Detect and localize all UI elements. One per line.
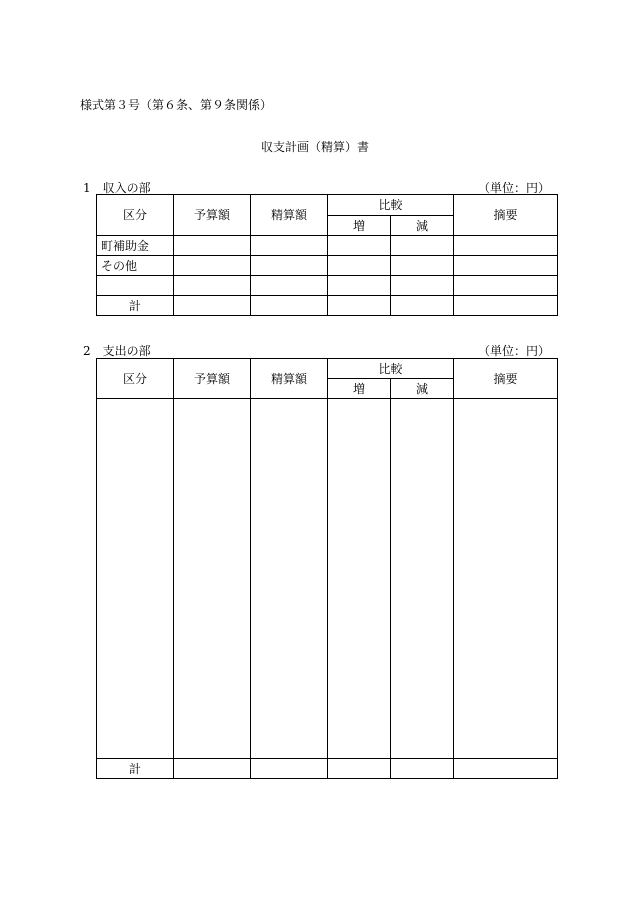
summary-cell[interactable]: [454, 236, 558, 256]
expense-col-budget: 予算額: [174, 359, 251, 399]
table-row: [97, 236, 558, 256]
increase-cell[interactable]: [328, 276, 391, 296]
income-col-settlement: 精算額: [251, 195, 328, 236]
expense-header-row: [97, 359, 558, 379]
budget-cell[interactable]: [174, 296, 251, 316]
expense-col-category: 区分: [97, 359, 174, 399]
income-col-budget: 予算額: [174, 195, 251, 236]
expense-col-comparison: 比較: [328, 359, 454, 379]
increase-cell[interactable]: [328, 759, 391, 779]
expense-section-heading: 2 支出の部: [83, 344, 151, 358]
summary-cell[interactable]: [454, 276, 558, 296]
expense-body-row: [97, 399, 558, 759]
table-row: [97, 256, 558, 276]
decrease-cell[interactable]: [391, 296, 454, 316]
budget-cell[interactable]: [174, 236, 251, 256]
settlement-cell[interactable]: [251, 296, 328, 316]
increase-cell[interactable]: [328, 399, 391, 759]
budget-cell[interactable]: [174, 399, 251, 759]
income-col-summary: 摘要: [454, 195, 558, 236]
decrease-cell[interactable]: [391, 759, 454, 779]
settlement-cell[interactable]: [251, 276, 328, 296]
table-row: [97, 276, 558, 296]
income-unit-label: （単位：円）: [477, 181, 550, 195]
increase-cell[interactable]: [328, 296, 391, 316]
decrease-cell[interactable]: [391, 256, 454, 276]
income-row-label: その他: [97, 256, 174, 276]
summary-cell[interactable]: [454, 759, 558, 779]
summary-cell[interactable]: [454, 399, 558, 759]
increase-cell[interactable]: [328, 236, 391, 256]
settlement-cell[interactable]: [251, 399, 328, 759]
income-col-increase: 増: [328, 216, 391, 236]
decrease-cell[interactable]: [391, 236, 454, 256]
income-total-label: 計: [97, 296, 174, 316]
expense-col-summary: 摘要: [454, 359, 558, 399]
decrease-cell[interactable]: [391, 276, 454, 296]
income-row-label: 町補助金: [97, 236, 174, 256]
category-cell[interactable]: [97, 399, 174, 759]
income-table: [96, 194, 558, 316]
increase-cell[interactable]: [328, 256, 391, 276]
expense-col-increase: 増: [328, 379, 391, 399]
income-header-row: [97, 195, 558, 216]
income-row-label[interactable]: [97, 276, 174, 296]
expense-col-settlement: 精算額: [251, 359, 328, 399]
budget-cell[interactable]: [174, 276, 251, 296]
income-col-comparison: 比較: [328, 195, 454, 216]
summary-cell[interactable]: [454, 256, 558, 276]
expense-unit-label: （単位：円）: [477, 344, 550, 358]
expense-total-row: [97, 759, 558, 779]
decrease-cell[interactable]: [391, 399, 454, 759]
settlement-cell[interactable]: [251, 256, 328, 276]
income-col-category: 区分: [97, 195, 174, 236]
settlement-cell[interactable]: [251, 236, 328, 256]
summary-cell[interactable]: [454, 296, 558, 316]
expense-col-decrease: 減: [391, 379, 454, 399]
income-total-row: [97, 296, 558, 316]
budget-cell[interactable]: [174, 256, 251, 276]
expense-total-label: 計: [97, 759, 174, 779]
income-section-heading: 1 収入の部: [83, 181, 151, 195]
form-number-label: 様式第３号（第６条、第９条関係）: [80, 98, 273, 112]
settlement-cell[interactable]: [251, 759, 328, 779]
budget-cell[interactable]: [174, 759, 251, 779]
expense-table: [96, 358, 558, 779]
document-title: 収支計画（精算）書: [260, 140, 369, 154]
income-col-decrease: 減: [391, 216, 454, 236]
